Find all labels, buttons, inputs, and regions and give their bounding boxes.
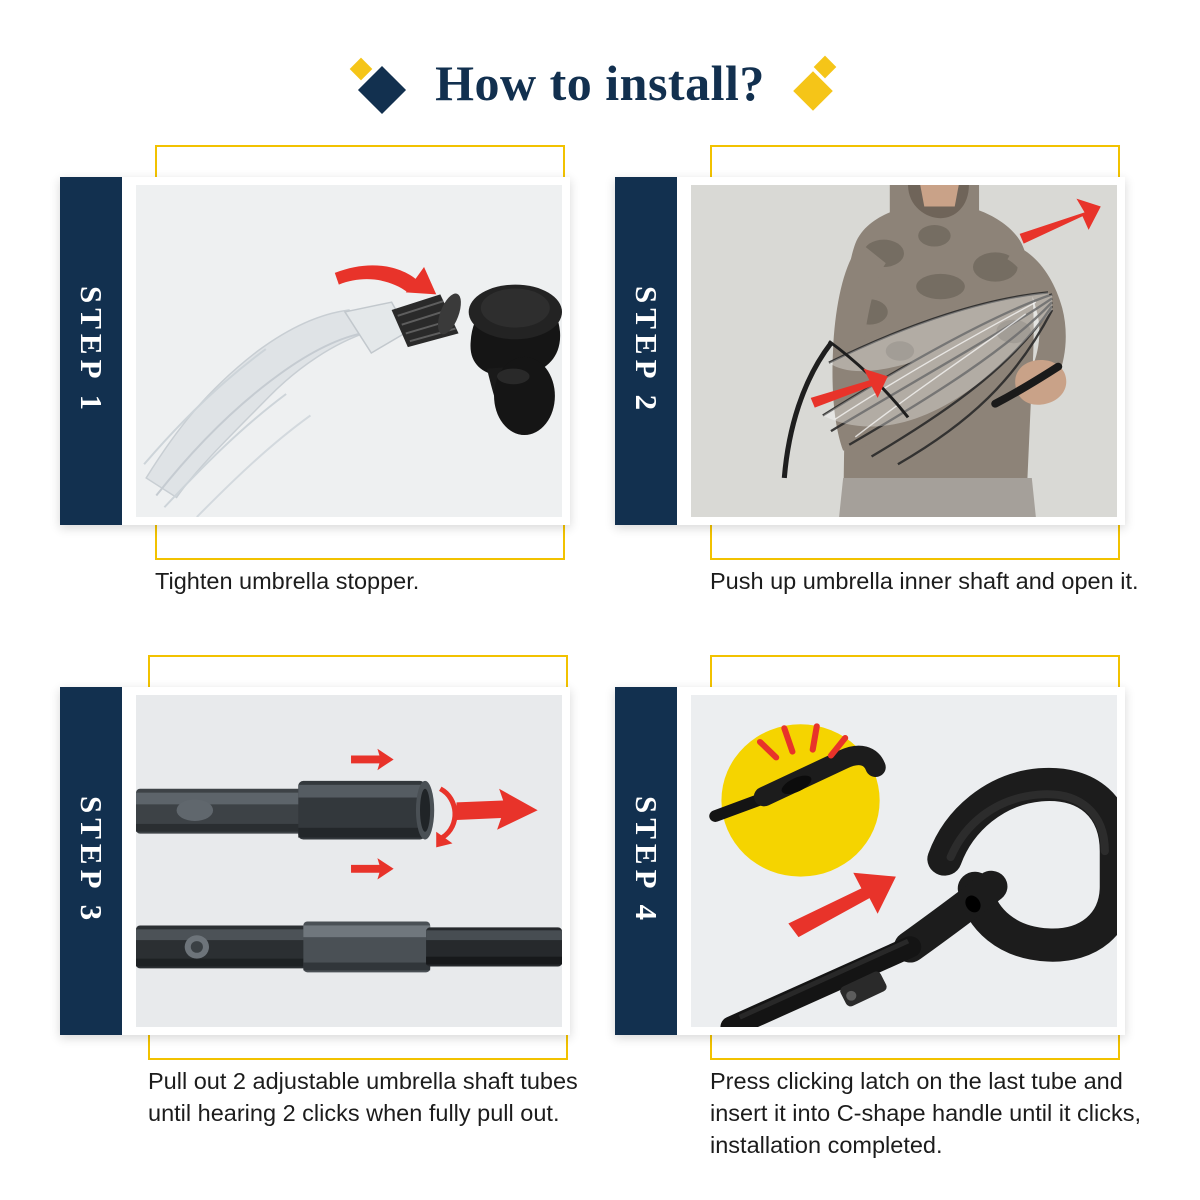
step-label-2 (615, 177, 677, 525)
step-label-text: STEP 3 (74, 796, 109, 926)
step-image-4 (691, 695, 1117, 1027)
step-label-text: STEP 2 (629, 286, 664, 416)
step-card-3 (60, 655, 578, 1165)
step-caption-1: Tighten umbrella stopper. (155, 568, 420, 594)
page-title: How to install? (435, 55, 765, 111)
step-image-3 (136, 695, 562, 1027)
step-panel (60, 687, 570, 1035)
diamond-icon (350, 58, 373, 81)
step-panel (615, 687, 1125, 1035)
step-caption-3: Pull out 2 adjustable umbrella shaft tubes until hearing 2 clicks when fully pull out. (148, 1068, 578, 1126)
step-card-4 (615, 655, 1142, 1165)
title-left-diamonds (353, 55, 409, 111)
step-card-1 (60, 145, 570, 594)
diamond-icon (793, 71, 833, 111)
step-panel (60, 177, 570, 525)
step-label-3 (60, 687, 122, 1035)
step-caption-4: Press clicking latch on the last tube and insert it into C-shape handle until it clicks, installation completed. (710, 1068, 1142, 1158)
step-panel (615, 177, 1125, 525)
step-label-1 (60, 177, 122, 525)
title-right-diamonds (791, 55, 847, 111)
step-card-2 (615, 145, 1139, 605)
step-label-text: STEP 1 (74, 286, 109, 416)
page-title-row (0, 48, 1200, 118)
step-label-text: STEP 4 (629, 796, 664, 926)
step-caption-2: Push up umbrella inner shaft and open it. (710, 568, 1139, 594)
step-label-4 (615, 687, 677, 1035)
step-image-1 (136, 185, 562, 517)
step-image-2 (691, 185, 1117, 517)
